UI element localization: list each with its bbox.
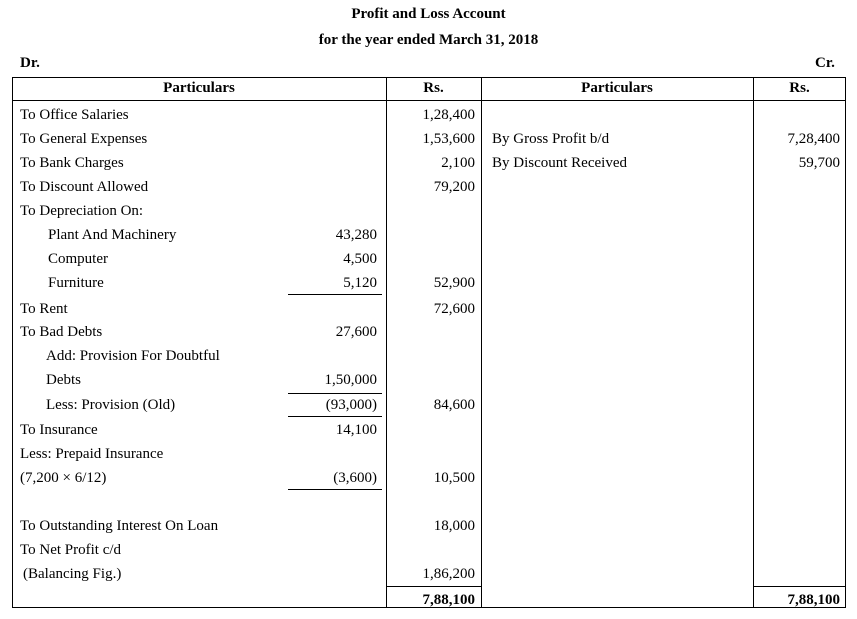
insurance-amount: 14,100 (335, 422, 377, 438)
total-rule-left (386, 586, 481, 587)
provision-add-label-cont: Debts (46, 372, 81, 388)
header-rs-right: Rs. (789, 80, 810, 96)
depreciation-label: To Depreciation On: (20, 203, 144, 219)
office-salaries-amount: 1,28,400 (422, 107, 475, 123)
net-profit-label: To Net Profit c/d (20, 542, 122, 558)
header-rs-left: Rs. (423, 80, 444, 96)
bad-debts-amount: 27,600 (335, 324, 377, 340)
subtotal-rule (288, 416, 382, 417)
subtotal-rule (288, 294, 382, 295)
depreciation-computer-label: Computer (48, 251, 108, 267)
gross-profit-label: By Gross Profit b/d (492, 131, 610, 147)
net-profit-sublabel: (Balancing Fig.) (23, 566, 122, 582)
column-divider (481, 77, 482, 608)
total-rule-right (753, 586, 846, 587)
debit-side-label: Dr. (20, 55, 40, 71)
provision-less-amount: (93,000) (325, 397, 377, 413)
depreciation-furniture-amount: 5,120 (343, 275, 377, 291)
prepaid-insurance-amount: (3,600) (333, 470, 377, 486)
bad-debts-total: 84,600 (433, 397, 475, 413)
rent-label: To Rent (20, 301, 68, 317)
insurance-total: 10,500 (433, 470, 475, 486)
depreciation-computer-amount: 4,500 (343, 251, 377, 267)
bank-charges-amount: 2,100 (441, 155, 475, 171)
depreciation-furniture-label: Furniture (48, 275, 104, 291)
gross-profit-amount: 7,28,400 (787, 131, 840, 147)
depreciation-plant-label: Plant And Machinery (48, 227, 177, 243)
net-profit-amount: 1,86,200 (422, 566, 475, 582)
header-particulars-right: Particulars (581, 80, 653, 96)
subtotal-rule (288, 393, 382, 394)
outstanding-interest-amount: 18,000 (433, 518, 475, 534)
outstanding-interest-label: To Outstanding Interest On Loan (20, 518, 219, 534)
discount-received-amount: 59,700 (798, 155, 840, 171)
provision-add-label: Add: Provision For Doubtful (46, 348, 220, 364)
discount-allowed-amount: 79,200 (433, 179, 475, 195)
provision-less-label: Less: Provision (Old) (46, 397, 176, 413)
insurance-label: To Insurance (20, 422, 98, 438)
office-salaries-label: To Office Salaries (20, 107, 129, 123)
page-title: Profit and Loss Account (351, 6, 506, 22)
depreciation-total: 52,900 (433, 275, 475, 291)
bank-charges-label: To Bank Charges (20, 155, 124, 171)
provision-add-amount: 1,50,000 (324, 372, 377, 388)
header-particulars-left: Particulars (163, 80, 235, 96)
rent-amount: 72,600 (433, 301, 475, 317)
subtotal-rule (288, 489, 382, 490)
header-divider (12, 100, 846, 101)
credit-grand-total: 7,88,100 (787, 592, 840, 608)
depreciation-plant-amount: 43,280 (335, 227, 377, 243)
credit-side-label: Cr. (815, 55, 835, 71)
general-expenses-label: To General Expenses (20, 131, 148, 147)
bad-debts-label: To Bad Debts (20, 324, 103, 340)
prepaid-insurance-label: Less: Prepaid Insurance (20, 446, 164, 462)
general-expenses-amount: 1,53,600 (422, 131, 475, 147)
prepaid-insurance-calc: (7,200 × 6/12) (20, 470, 107, 486)
page-subtitle: for the year ended March 31, 2018 (318, 32, 539, 48)
debit-grand-total: 7,88,100 (422, 592, 475, 608)
discount-received-label: By Discount Received (492, 155, 627, 171)
discount-allowed-label: To Discount Allowed (20, 179, 149, 195)
